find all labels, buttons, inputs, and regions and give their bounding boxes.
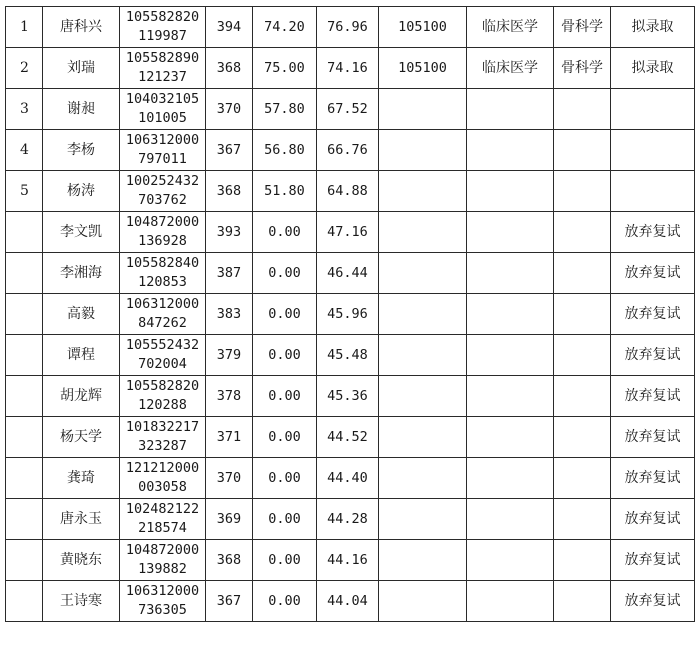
admission-results-table bbox=[5, 6, 695, 622]
major-name bbox=[467, 499, 554, 540]
candidate-id bbox=[120, 540, 206, 581]
candidate-id-line2: 120288 bbox=[138, 397, 187, 413]
candidate-name: 李文凯 bbox=[43, 212, 120, 253]
candidate-id-line2: 139882 bbox=[138, 561, 187, 577]
admission-status bbox=[611, 130, 695, 171]
table-row bbox=[6, 335, 695, 376]
major-code bbox=[379, 581, 467, 622]
candidate-id-line2: 847262 bbox=[138, 315, 187, 331]
initial-exam-score: 368 bbox=[206, 171, 253, 212]
candidate-name: 李杨 bbox=[43, 130, 120, 171]
candidate-id-line1: 104032105 bbox=[125, 91, 200, 107]
major-code bbox=[379, 171, 467, 212]
retest-score: 0.00 bbox=[253, 581, 317, 622]
initial-exam-score: 368 bbox=[206, 540, 253, 581]
retest-score: 0.00 bbox=[253, 294, 317, 335]
candidate-id bbox=[120, 335, 206, 376]
row-number: 2 bbox=[6, 48, 43, 89]
research-direction bbox=[554, 130, 611, 171]
total-score: 44.28 bbox=[317, 499, 379, 540]
initial-exam-score: 369 bbox=[206, 499, 253, 540]
research-direction bbox=[554, 376, 611, 417]
row-number bbox=[6, 540, 43, 581]
major-code: 105100 bbox=[379, 7, 467, 48]
candidate-id-line2: 003058 bbox=[138, 479, 187, 495]
initial-exam-score: 368 bbox=[206, 48, 253, 89]
row-number bbox=[6, 253, 43, 294]
initial-exam-score: 371 bbox=[206, 417, 253, 458]
table-row bbox=[6, 458, 695, 499]
candidate-name: 黄晓东 bbox=[43, 540, 120, 581]
retest-score: 0.00 bbox=[253, 253, 317, 294]
candidate-id-line1: 105582840 bbox=[125, 255, 200, 271]
candidate-id-line2: 797011 bbox=[138, 151, 187, 167]
retest-score: 57.80 bbox=[253, 89, 317, 130]
table-row bbox=[6, 253, 695, 294]
research-direction bbox=[554, 540, 611, 581]
total-score: 44.40 bbox=[317, 458, 379, 499]
major-code bbox=[379, 130, 467, 171]
retest-score: 0.00 bbox=[253, 458, 317, 499]
admission-status bbox=[611, 89, 695, 130]
candidate-id-line1: 104872000 bbox=[125, 214, 200, 230]
major-code bbox=[379, 376, 467, 417]
candidate-id-line2: 703762 bbox=[138, 192, 187, 208]
candidate-id bbox=[120, 499, 206, 540]
major-code: 105100 bbox=[379, 48, 467, 89]
major-name: 临床医学 bbox=[467, 48, 554, 89]
admission-status: 拟录取 bbox=[611, 7, 695, 48]
row-number bbox=[6, 335, 43, 376]
retest-score: 0.00 bbox=[253, 540, 317, 581]
major-name bbox=[467, 294, 554, 335]
major-code bbox=[379, 540, 467, 581]
research-direction bbox=[554, 89, 611, 130]
admission-status: 放弃复试 bbox=[611, 581, 695, 622]
total-score: 44.16 bbox=[317, 540, 379, 581]
row-number bbox=[6, 499, 43, 540]
admission-status: 放弃复试 bbox=[611, 499, 695, 540]
candidate-id-line1: 101832217 bbox=[125, 419, 200, 435]
total-score: 44.52 bbox=[317, 417, 379, 458]
candidate-id-line1: 105582890 bbox=[125, 50, 200, 66]
candidate-name: 李湘海 bbox=[43, 253, 120, 294]
major-name bbox=[467, 335, 554, 376]
admission-status: 放弃复试 bbox=[611, 458, 695, 499]
retest-score: 0.00 bbox=[253, 417, 317, 458]
initial-exam-score: 393 bbox=[206, 212, 253, 253]
research-direction bbox=[554, 581, 611, 622]
research-direction bbox=[554, 212, 611, 253]
candidate-id-line2: 119987 bbox=[138, 28, 187, 44]
admission-status: 放弃复试 bbox=[611, 294, 695, 335]
candidate-id-line1: 105582820 bbox=[125, 9, 200, 25]
candidate-name: 龚琦 bbox=[43, 458, 120, 499]
row-number bbox=[6, 458, 43, 499]
major-code bbox=[379, 294, 467, 335]
candidate-id-line1: 105582820 bbox=[125, 378, 200, 394]
candidate-name: 杨天学 bbox=[43, 417, 120, 458]
candidate-id bbox=[120, 7, 206, 48]
research-direction: 骨科学 bbox=[554, 7, 611, 48]
research-direction bbox=[554, 253, 611, 294]
major-name bbox=[467, 417, 554, 458]
admission-status: 放弃复试 bbox=[611, 540, 695, 581]
major-code bbox=[379, 253, 467, 294]
initial-exam-score: 370 bbox=[206, 89, 253, 130]
table-body bbox=[6, 7, 695, 622]
candidate-id-line2: 702004 bbox=[138, 356, 187, 372]
candidate-id-line1: 106312000 bbox=[125, 296, 200, 312]
retest-score: 51.80 bbox=[253, 171, 317, 212]
table-row bbox=[6, 581, 695, 622]
total-score: 44.04 bbox=[317, 581, 379, 622]
table-row bbox=[6, 48, 695, 89]
candidate-id bbox=[120, 253, 206, 294]
candidate-id-line1: 100252432 bbox=[125, 173, 200, 189]
initial-exam-score: 394 bbox=[206, 7, 253, 48]
admission-status: 放弃复试 bbox=[611, 212, 695, 253]
table-row bbox=[6, 376, 695, 417]
major-code bbox=[379, 212, 467, 253]
candidate-id bbox=[120, 294, 206, 335]
total-score: 45.96 bbox=[317, 294, 379, 335]
research-direction bbox=[554, 417, 611, 458]
total-score: 67.52 bbox=[317, 89, 379, 130]
row-number bbox=[6, 376, 43, 417]
research-direction bbox=[554, 335, 611, 376]
major-name bbox=[467, 253, 554, 294]
initial-exam-score: 370 bbox=[206, 458, 253, 499]
row-number: 4 bbox=[6, 130, 43, 171]
candidate-id-line1: 104872000 bbox=[125, 542, 200, 558]
candidate-id-line2: 136928 bbox=[138, 233, 187, 249]
candidate-id-line2: 323287 bbox=[138, 438, 187, 454]
candidate-name: 唐科兴 bbox=[43, 7, 120, 48]
retest-score: 0.00 bbox=[253, 212, 317, 253]
major-name bbox=[467, 581, 554, 622]
row-number: 5 bbox=[6, 171, 43, 212]
research-direction bbox=[554, 171, 611, 212]
candidate-name: 王诗寒 bbox=[43, 581, 120, 622]
retest-score: 56.80 bbox=[253, 130, 317, 171]
row-number: 1 bbox=[6, 7, 43, 48]
total-score: 76.96 bbox=[317, 7, 379, 48]
major-name: 临床医学 bbox=[467, 7, 554, 48]
major-name bbox=[467, 540, 554, 581]
admission-status bbox=[611, 171, 695, 212]
admission-status: 放弃复试 bbox=[611, 335, 695, 376]
candidate-id bbox=[120, 417, 206, 458]
row-number bbox=[6, 212, 43, 253]
total-score: 64.88 bbox=[317, 171, 379, 212]
major-code bbox=[379, 89, 467, 130]
candidate-id bbox=[120, 89, 206, 130]
row-number bbox=[6, 294, 43, 335]
initial-exam-score: 378 bbox=[206, 376, 253, 417]
research-direction bbox=[554, 458, 611, 499]
major-code bbox=[379, 417, 467, 458]
candidate-id-line1: 106312000 bbox=[125, 132, 200, 148]
total-score: 45.48 bbox=[317, 335, 379, 376]
retest-score: 75.00 bbox=[253, 48, 317, 89]
initial-exam-score: 367 bbox=[206, 130, 253, 171]
admission-status: 放弃复试 bbox=[611, 417, 695, 458]
table-row bbox=[6, 7, 695, 48]
initial-exam-score: 367 bbox=[206, 581, 253, 622]
table-row bbox=[6, 130, 695, 171]
table-row bbox=[6, 417, 695, 458]
initial-exam-score: 383 bbox=[206, 294, 253, 335]
candidate-id bbox=[120, 48, 206, 89]
major-name bbox=[467, 89, 554, 130]
total-score: 66.76 bbox=[317, 130, 379, 171]
candidate-name: 刘瑞 bbox=[43, 48, 120, 89]
table-row bbox=[6, 294, 695, 335]
candidate-id bbox=[120, 171, 206, 212]
total-score: 74.16 bbox=[317, 48, 379, 89]
major-code bbox=[379, 335, 467, 376]
major-code bbox=[379, 499, 467, 540]
candidate-name: 胡龙辉 bbox=[43, 376, 120, 417]
initial-exam-score: 387 bbox=[206, 253, 253, 294]
candidate-id-line1: 105552432 bbox=[125, 337, 200, 353]
retest-score: 74.20 bbox=[253, 7, 317, 48]
major-name bbox=[467, 376, 554, 417]
research-direction bbox=[554, 294, 611, 335]
row-number bbox=[6, 417, 43, 458]
table-row bbox=[6, 171, 695, 212]
table-row bbox=[6, 212, 695, 253]
admission-status: 放弃复试 bbox=[611, 253, 695, 294]
candidate-id bbox=[120, 130, 206, 171]
candidate-id-line2: 120853 bbox=[138, 274, 187, 290]
research-direction: 骨科学 bbox=[554, 48, 611, 89]
candidate-id-line2: 121237 bbox=[138, 69, 187, 85]
total-score: 46.44 bbox=[317, 253, 379, 294]
candidate-id-line1: 121212000 bbox=[125, 460, 200, 476]
candidate-name: 谭程 bbox=[43, 335, 120, 376]
table-row bbox=[6, 89, 695, 130]
row-number: 3 bbox=[6, 89, 43, 130]
total-score: 45.36 bbox=[317, 376, 379, 417]
table-row bbox=[6, 499, 695, 540]
major-name bbox=[467, 212, 554, 253]
candidate-id-line1: 102482122 bbox=[125, 501, 200, 517]
major-name bbox=[467, 130, 554, 171]
candidate-id-line2: 736305 bbox=[138, 602, 187, 618]
candidate-id bbox=[120, 376, 206, 417]
candidate-name: 杨涛 bbox=[43, 171, 120, 212]
table-row bbox=[6, 540, 695, 581]
candidate-name: 唐永玉 bbox=[43, 499, 120, 540]
admission-status: 放弃复试 bbox=[611, 376, 695, 417]
candidate-name: 谢昶 bbox=[43, 89, 120, 130]
candidate-id bbox=[120, 458, 206, 499]
retest-score: 0.00 bbox=[253, 376, 317, 417]
retest-score: 0.00 bbox=[253, 499, 317, 540]
initial-exam-score: 379 bbox=[206, 335, 253, 376]
candidate-id bbox=[120, 212, 206, 253]
major-name bbox=[467, 171, 554, 212]
row-number bbox=[6, 581, 43, 622]
research-direction bbox=[554, 499, 611, 540]
major-code bbox=[379, 458, 467, 499]
retest-score: 0.00 bbox=[253, 335, 317, 376]
candidate-id bbox=[120, 581, 206, 622]
candidate-id-line1: 106312000 bbox=[125, 583, 200, 599]
candidate-id-line2: 218574 bbox=[138, 520, 187, 536]
total-score: 47.16 bbox=[317, 212, 379, 253]
admission-status: 拟录取 bbox=[611, 48, 695, 89]
candidate-id-line2: 101005 bbox=[138, 110, 187, 126]
candidate-name: 高毅 bbox=[43, 294, 120, 335]
major-name bbox=[467, 458, 554, 499]
